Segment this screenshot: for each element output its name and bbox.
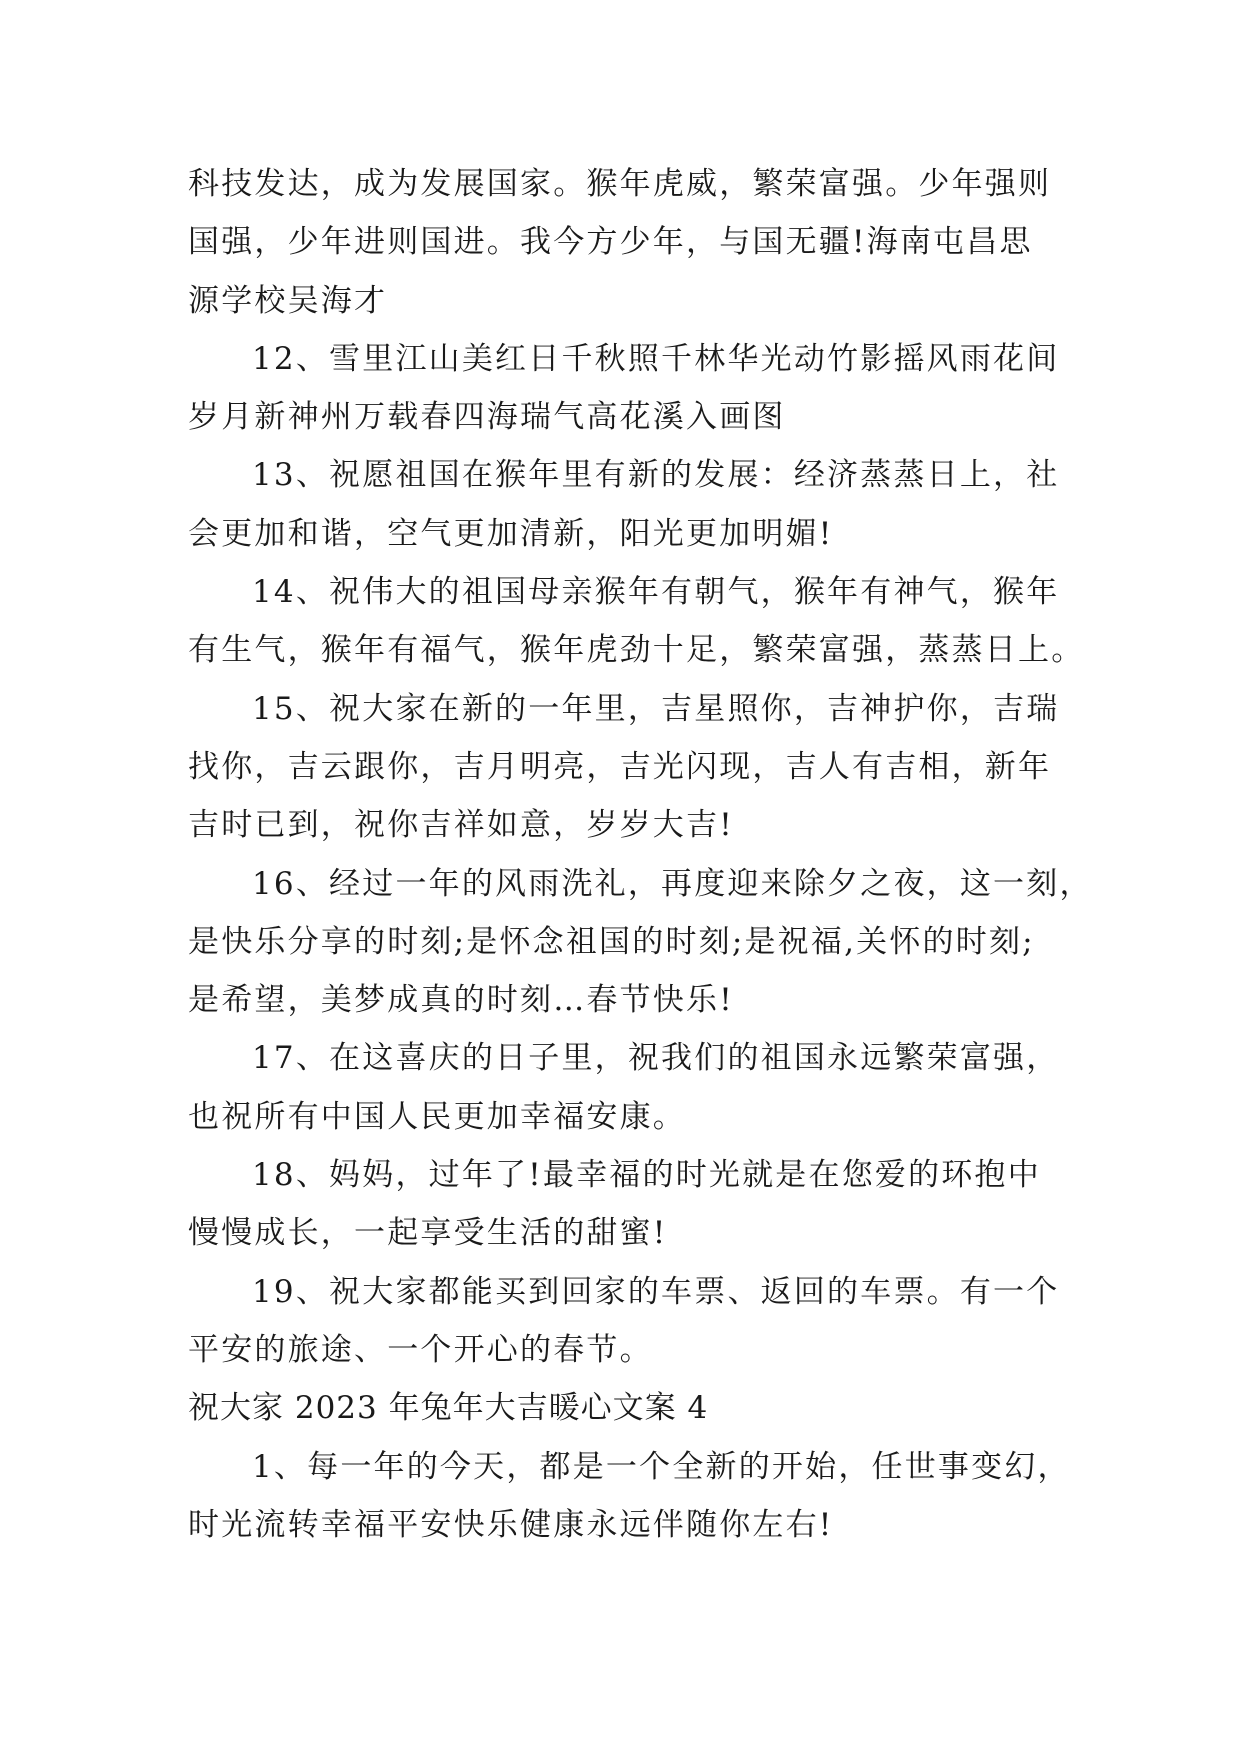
text-line: 国强，少年进则国进。我今方少年，与国无疆!海南屯昌思 (188, 224, 1033, 261)
text-line: 也祝所有中国人民更加幸福安康。 (188, 1098, 686, 1135)
text-line: 是希望，美梦成真的时刻…春节快乐! (188, 982, 734, 1019)
text-line: 科技发达，成为发展国家。猴年虎威，繁荣富强。少年强则 (188, 166, 1052, 202)
item-17-line: 17、在这喜庆的日子里，祝我们的祖国永远繁荣富强， (252, 1040, 1060, 1077)
text-line: 源学校吴海才 (188, 282, 388, 319)
text-line: 时光流转幸福平安快乐健康永远伴随你左右! (188, 1506, 834, 1543)
text-line: 找你，吉云跟你，吉月明亮，吉光闪现，吉人有吉相，新年 (188, 748, 1052, 785)
text-line: 是快乐分享的时刻;是怀念祖国的时刻;是祝福,关怀的时刻; (188, 923, 1035, 960)
item-14-line: 14、祝伟大的祖国母亲猴年有朝气，猴年有神气，猴年 (252, 574, 1060, 611)
document-body (188, 155, 1093, 1554)
section-heading: 祝大家 2023 年兔年大吉暖心文案 4 (188, 1390, 709, 1427)
item-19-line: 19、祝大家都能买到回家的车票、返回的车票。有一个 (252, 1273, 1060, 1310)
item-16-line: 16、经过一年的风雨洗礼，再度迎来除夕之夜，这一刻， (252, 865, 1093, 902)
item-13-line: 13、祝愿祖国在猴年里有新的发展：经济蒸蒸日上，社 (252, 457, 1060, 494)
item-15-line: 15、祝大家在新的一年里，吉星照你，吉神护你，吉瑞 (252, 690, 1060, 727)
item-18-line: 18、妈妈，过年了!最幸福的时光就是在您爱的环抱中 (252, 1157, 1041, 1194)
item-1-line: 1、每一年的今天，都是一个全新的开始，任世事变幻， (252, 1448, 1071, 1485)
text-line: 平安的旅途、一个开心的春节。 (188, 1331, 653, 1368)
text-line: 有生气，猴年有福气，猴年虎劲十足，繁荣富强，蒸蒸日上。 (188, 632, 1085, 669)
item-12-line: 12、雪里江山美红日千秋照千林华光动竹影摇风雨花间 (252, 340, 1060, 377)
text-line: 岁月新神州万载春四海瑞气高花溪入画图 (188, 399, 786, 436)
text-line: 会更加和谐，空气更加清新，阳光更加明媚! (188, 515, 834, 552)
text-line: 吉时已到，祝你吉祥如意，岁岁大吉! (188, 807, 734, 844)
text-line: 慢慢成长，一起享受生活的甜蜜! (188, 1215, 668, 1252)
